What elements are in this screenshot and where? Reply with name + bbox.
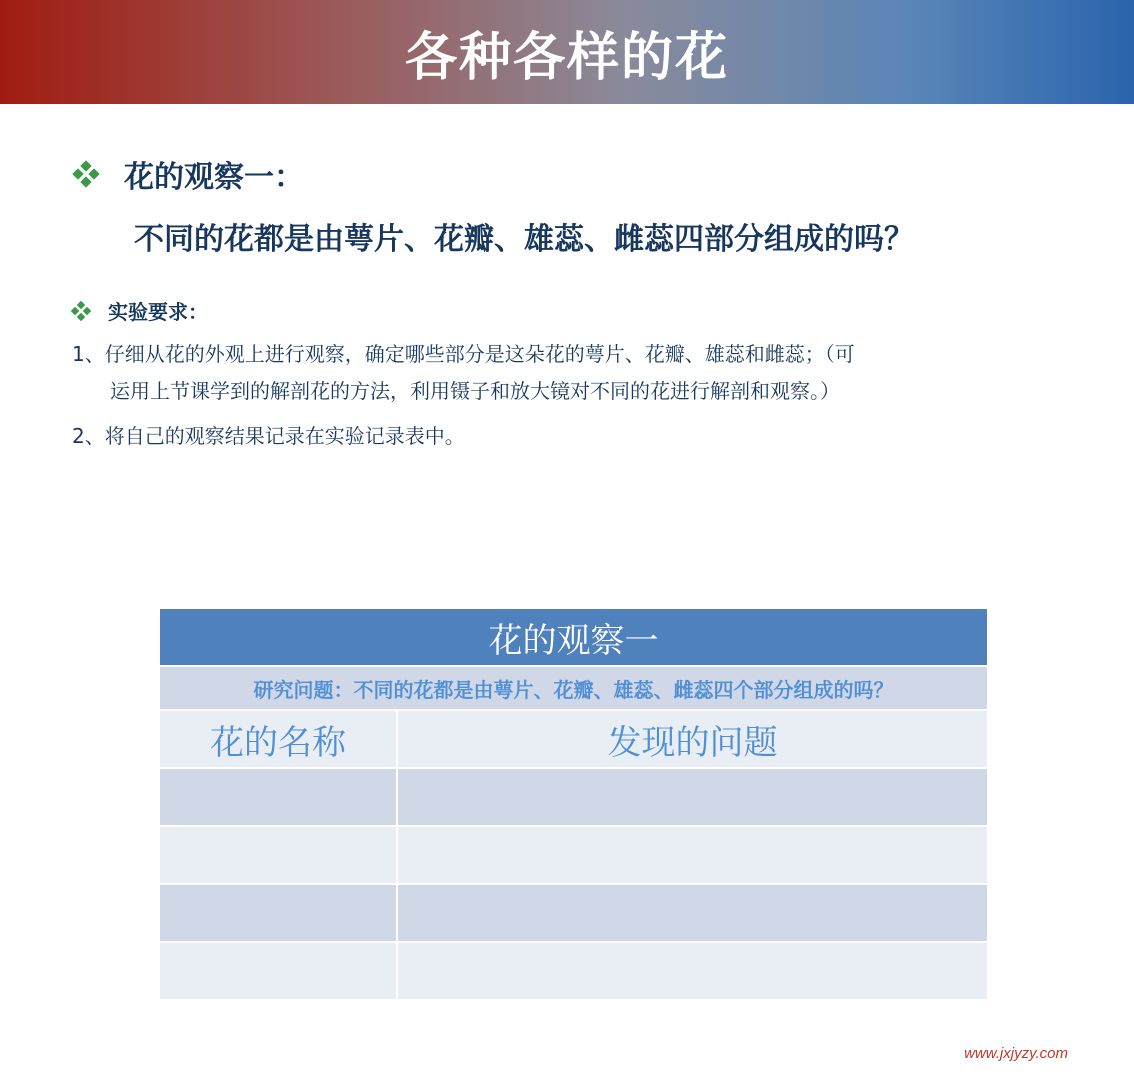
requirement-step-1-continued: 运用上节课学到的解剖花的方法，利用镊子和放大镜对不同的花进行解剖和观察。） — [110, 379, 840, 403]
table-cell[interactable] — [397, 942, 988, 1000]
table-cell[interactable] — [159, 884, 397, 942]
table-cell[interactable] — [397, 884, 988, 942]
requirements-heading-text: 实验要求： — [108, 300, 208, 324]
diamond-bullet-icon — [72, 302, 90, 320]
observation-table — [158, 607, 989, 1001]
requirement-step-2: 2、将自己的观察结果记录在实验记录表中。 — [72, 424, 465, 448]
table-cell[interactable] — [159, 942, 397, 1000]
table-title: 花的观察一 — [159, 608, 988, 666]
section-question: 不同的花都是由萼片、花瓣、雄蕊、雌蕊四部分组成的吗？ — [134, 222, 914, 257]
footer-website-link[interactable]: www.jxjyzy.com — [964, 1045, 1068, 1062]
column-header-findings: 发现的问题 — [397, 710, 988, 768]
table-row — [159, 884, 988, 942]
diamond-bullet-icon — [74, 162, 98, 186]
section-heading — [74, 152, 304, 196]
table-cell[interactable] — [397, 826, 988, 884]
section-heading-text: 花的观察一： — [124, 160, 304, 195]
requirement-step-1: 1、仔细从花的外观上进行观察，确定哪些部分是这朵花的萼片、花瓣、雄蕊和雌蕊；（可 — [72, 342, 855, 366]
column-header-flower-name: 花的名称 — [159, 710, 397, 768]
table-row — [159, 768, 988, 826]
table-row — [159, 826, 988, 884]
slide-title: 各种各样的花 — [404, 27, 729, 88]
requirements-heading — [72, 296, 208, 325]
table-research-question: 研究问题：不同的花都是由萼片、花瓣、雄蕊、雌蕊四个部分组成的吗？ — [159, 666, 988, 710]
table-cell[interactable] — [159, 826, 397, 884]
table-cell[interactable] — [159, 768, 397, 826]
table-cell[interactable] — [397, 768, 988, 826]
table-row — [159, 942, 988, 1000]
title-bar — [0, 0, 1134, 104]
